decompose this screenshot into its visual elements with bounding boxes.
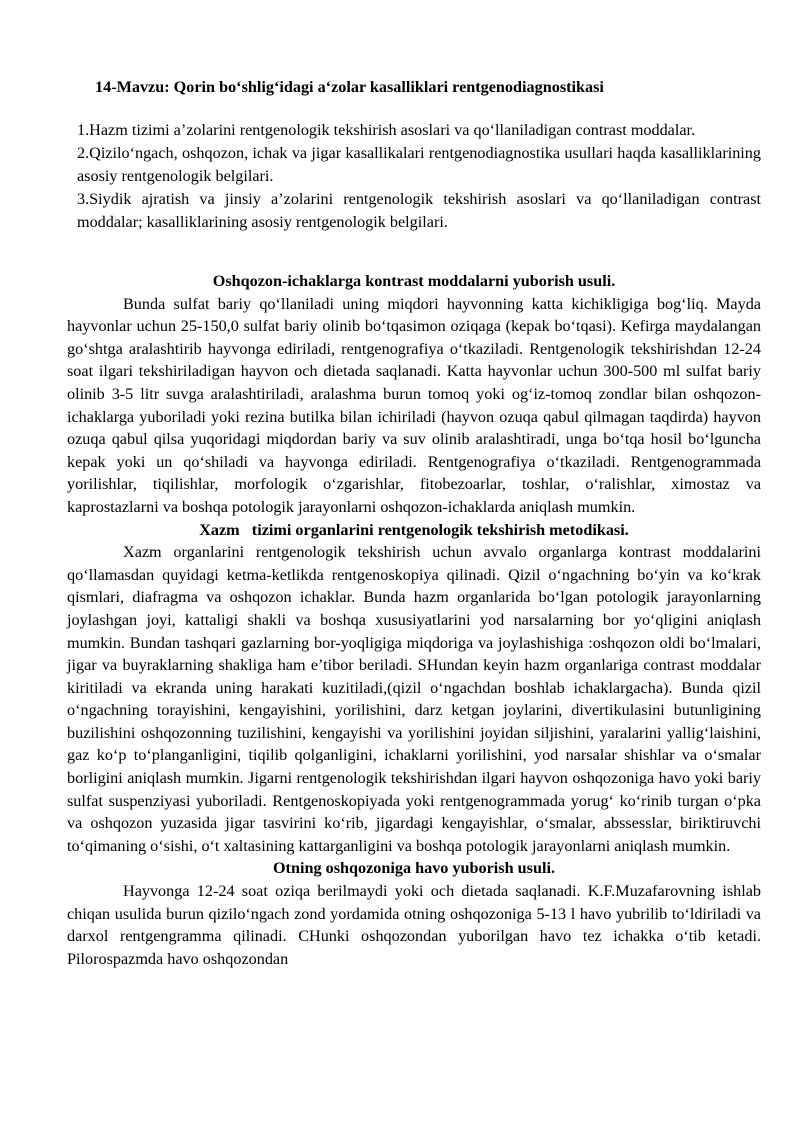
topic-item: 2.Qizilo‘ngach, oshqozon, ichak va jigar kasallikalari rentgenodiagnostika usullari haqda kasalliklarining asosiy rentgenologik belgilari.: [77, 144, 761, 185]
section-heading: Oshqozon-ichaklarga kontrast moddalarni yuborish usuli.: [212, 272, 616, 290]
section-heading: Otning oshqozoniga havo yuborish usuli.: [272, 859, 556, 878]
section-paragraph: Bunda sulfat bariy qo‘llaniladi uning miqdori hayvonning katta kichikligiga bog‘liq. Mayda hayvonlar uchun 25-150,0 sulfat bariy olinib bo‘tqasimon oziqaga (kepak bo‘tqasi). Kefirga maydalangan go‘shtga aralashtirib hayvonga ediriladi, rentgenografiya o‘tkaziladi. Rentgenologik tekshirishdan 12-24 soat ilgari tekshiriladigan hayvon och dietada saqlanadi. Katta hayvonlar uchun 300-500 ml sulfat bariy olinib 3-5 litr suvga aralashtiriladi, aralashma burun tomoq yoki og‘iz-tomoq zondlar bilan oshqozon-ichaklarga yuboriladi yoki rezina butilka bilan ichiriladi (hayvon ozuqa qabul qilmagan taqdirda) hayvon ozuqa qabul qilsa yuqoridagi miqdordan bariy va suv olinib aralashtiradi, unga bo‘tqa hosil bo‘lguncha kepak yoki un qo‘shiladi va hayvonga ediriladi. Rentgenografiya o‘tkaziladi. Rentgenogrammada yorilishlar, tiqilishlar, morfologik o‘zgarishlar, fitobezoarlar, toshlar, o‘ralishlar, ximostaz va kaprostazlarni va boshqa potologik jarayonlarni oshqozon-ichaklarda aniqlash mumkin.: [67, 294, 761, 516]
section-heading: Xazm tizimi organlarini rentgenologik tekshirish metodikasi.: [199, 520, 629, 539]
section-paragraph: Xazm organlarini rentgenologik tekshirish uchun avvalo organlarga kontrast moddalarini qo‘llamasdan quyidagi ketma-ketlikda rentgenoskopiya qilinadi. Qizil o‘ngachning bo‘yin va ko‘krak qismlari, diafragma va oshqozon ichaklar. Bunda hazm organlarida bo‘lgan potologik jarayonlarning joylashgan joyi, kattaligi shakli va boshqa xususiyatlarini yod narsalarning bor yo‘qligini aniqlash mumkin. Bundan tashqari gazlarning bor-yoqligiga miqdoriga va joylashishiga :oshqozon oldi bo‘lmalari, jigar va buyraklarning shakliga ham e’tibor beriladi. SHundan keyin hazm organlariga contrast moddalar kiritiladi va ekranda uning harakati kuzitiladi,(qizil o‘ngachdan boshlab ichaklargacha). Bunda qizil o‘ngachning torayishini, kengayishini, yorilishini, darz ketgan joylarini, divertikulasini butunligining buzilishini oshqozonning tuzilishini, kengayishi va yorilishini joyidan siljishini, yaralarini yallig‘laishini, gaz ko‘p to‘planganligini, tiqilib qolganligini, ichaklarni yorilishini, yod narsalar shishlar va o‘smalar borligini aniqlash mumkin. Jigarni rentgenologik tekshirishdan ilgari hayvon oshqozoniga havo yoki bariy sulfat suspenziyasi yuboriladi. Rentgenoskopiyada yoki rentgenogrammada yorug‘ ko‘rinib turgan o‘pka va oshqozon yuzasida jigar tasvirini ko‘rib, jigardagi kengayishlar, o‘smalar, abssesslar, biriktiruvchi to‘qimaning o‘sishi, o‘t xaltasining kattarganligini va boshqa potologik jarayonlarni aniqlash mumkin.: [67, 543, 761, 855]
topic-item: 3.Siydik ajratish va jinsiy a’zolarini rentgenologik tekshirish asoslari va qo‘llaniladigan contrast moddalar; kasalliklarining asosiy rentgenologik belgilari.: [77, 190, 761, 231]
document-body: [67, 270, 761, 970]
topic-list: [77, 119, 761, 234]
section-paragraph: Hayvonga 12-24 soat oziqa berilmaydi yoki och dietada saqlanadi. K.F.Muzafarovning ishlab chiqan usulida burun qizilo‘ngach zond yordamida otning oshqozoniga 5-13 l havo yubrilib to‘ldiriladi va darxol rentgengramma qilinadi. CHunki oshqozondan yuborilgan havo tez ichakka o‘tib ketadi. Pilorospazmda havo oshqozondan: [67, 882, 761, 968]
topic-item: 1.Hazm tizimi a’zolarini rentgenologik tekshirish asoslari va qo‘llaniladigan contrast moddalar.: [77, 121, 696, 139]
page-title: 14-Mavzu: Qorin bo‘shlig‘idagi a‘zolar kasalliklari rentgenodiagnostikasi: [95, 78, 604, 96]
